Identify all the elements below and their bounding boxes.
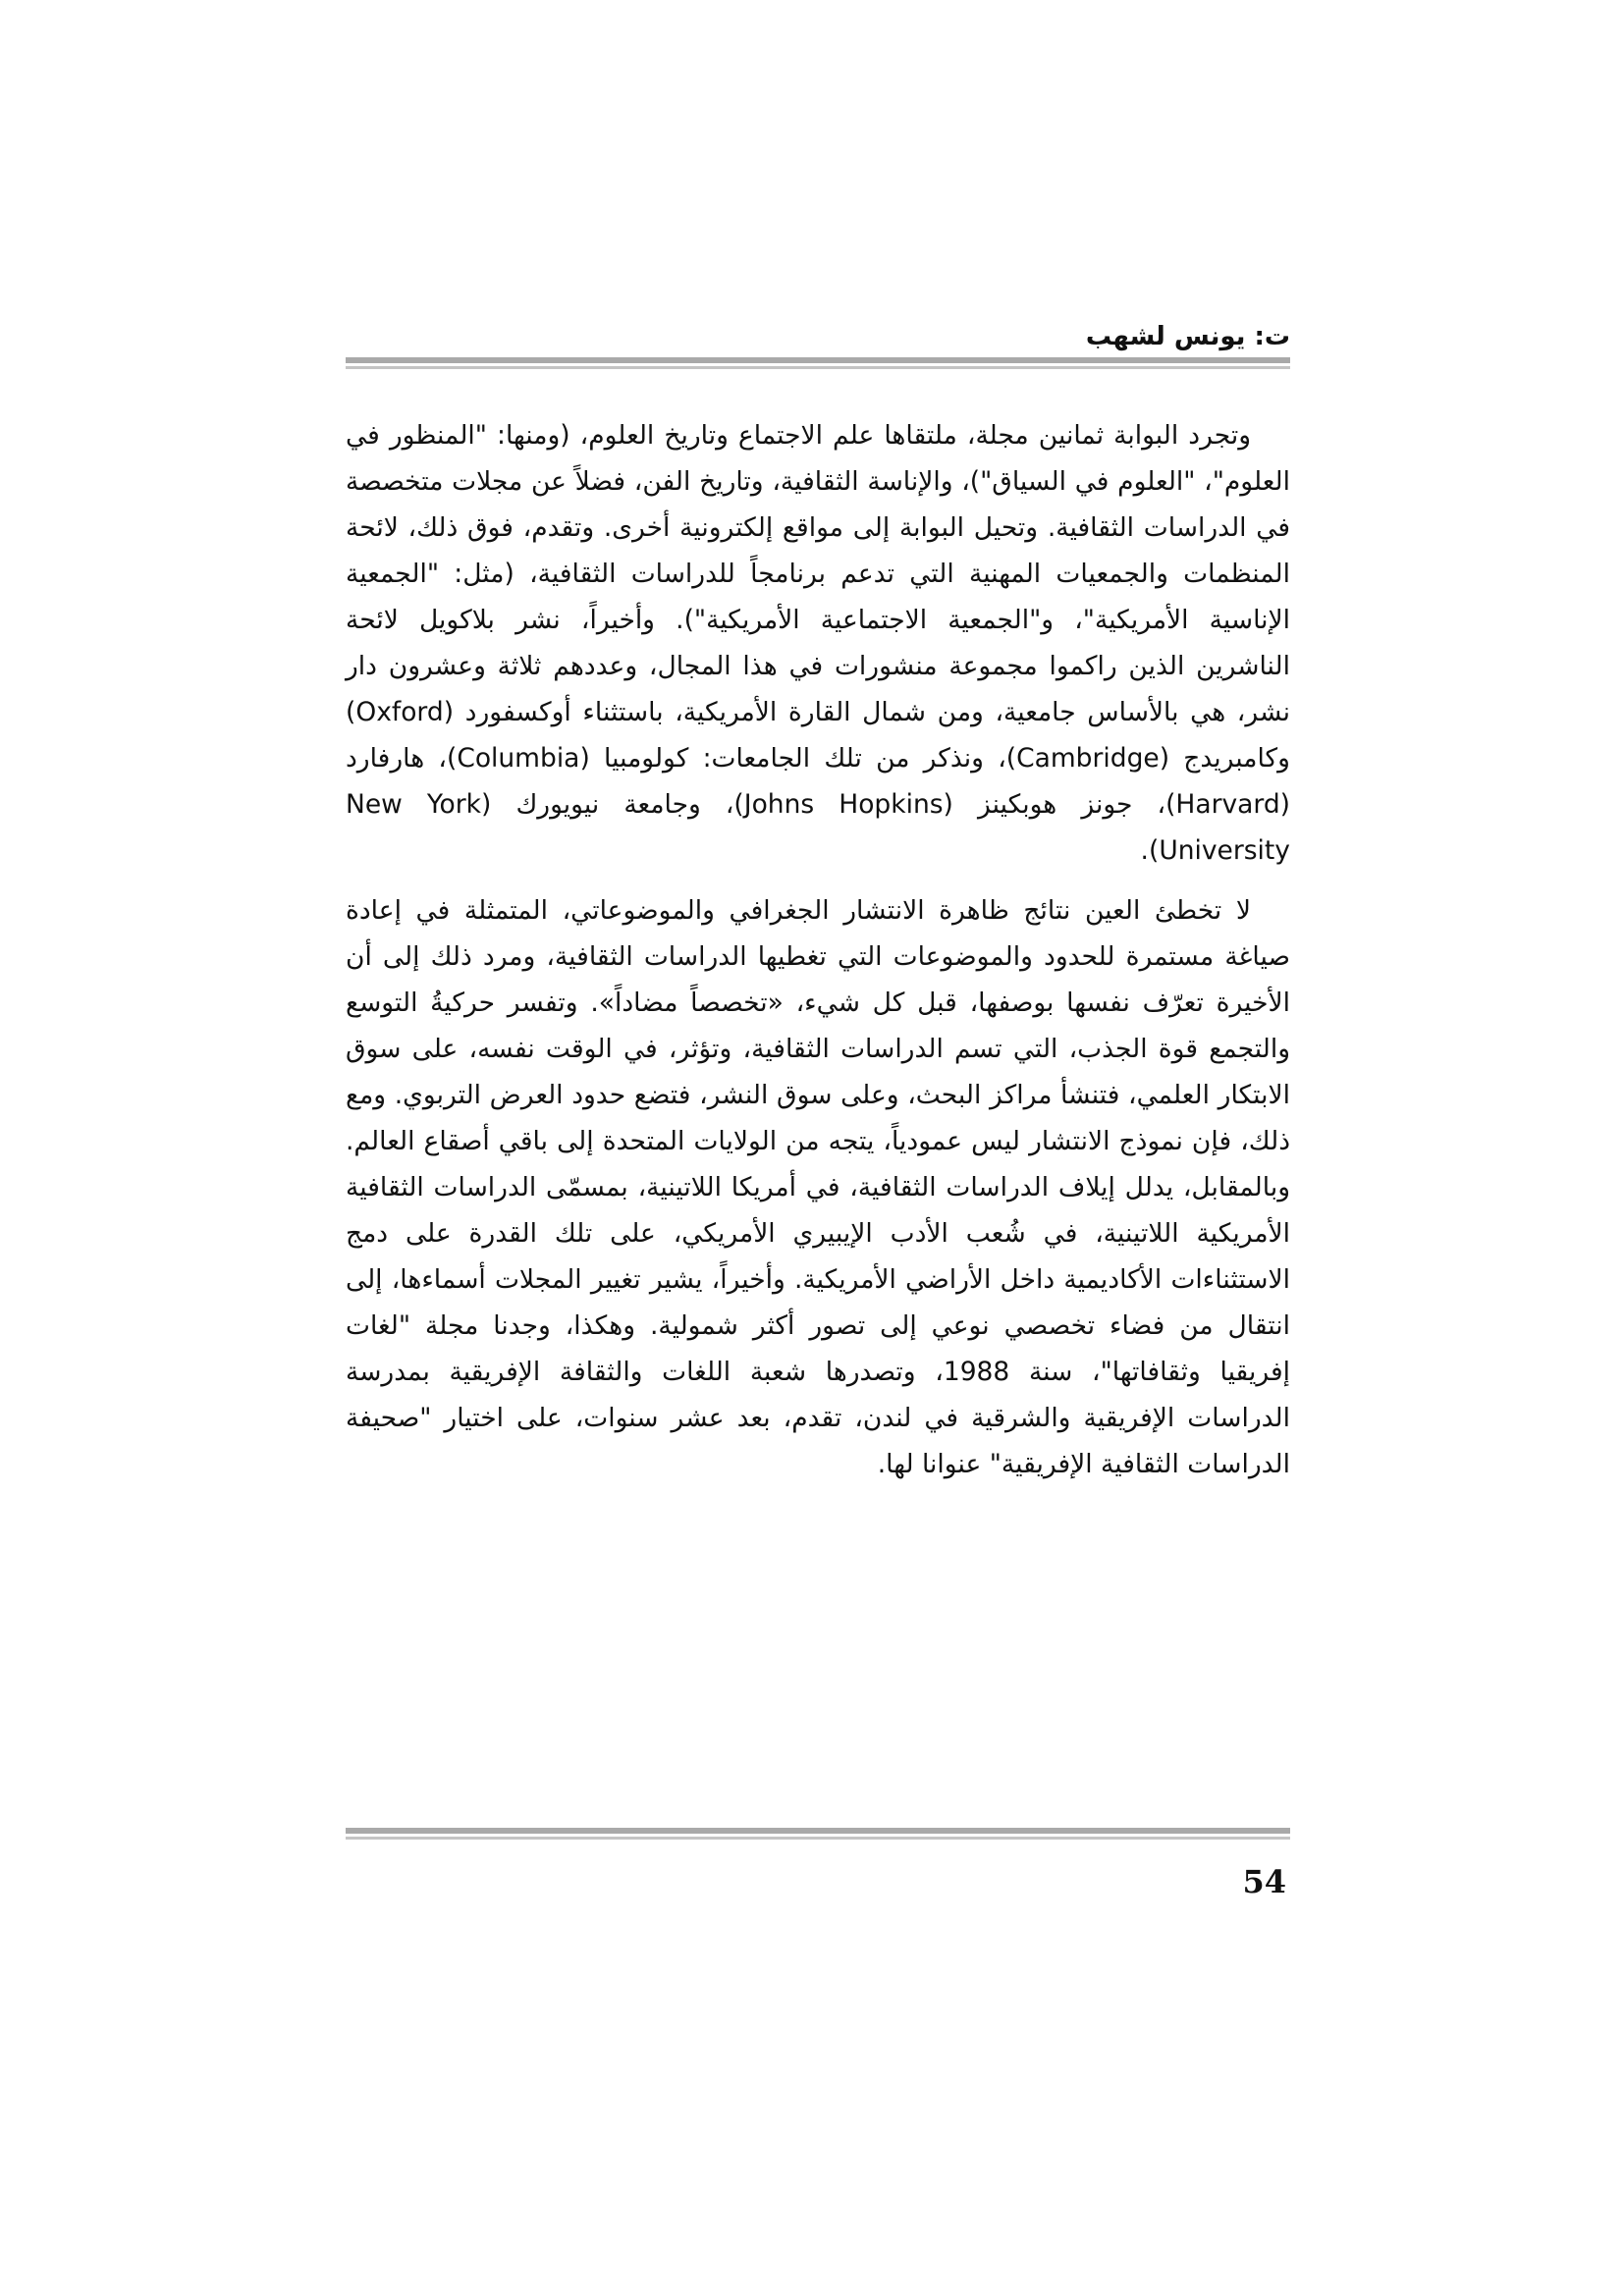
- paragraph-1: وتجرد البوابة ثمانين مجلة، ملتقاها علم الاجتماع وتاريخ العلوم، (ومنها: "المنظور في العلوم"، "العلوم في السياق")، والإناسة الثقافية، وتاريخ الفن، فضلاً عن مجلات متخصصة في الدراسات الثقافية. وتحيل البوابة إلى مواقع إلكترونية أخرى. وتقدم، فوق ذلك، لائحة المنظمات والجمعيات المهنية التي تدعم برنامجاً للدراسات الثقافية، (مثل: "الجمعية الإناسية الأمريكية"، و"الجمعية الاجتماعية الأمريكية"). وأخيراً، نشر بلاكويل لائحة الناشرين الذين راكموا مجموعة منشورات في هذا المجال، وعددهم ثلاثة وعشرون دار نشر، هي بالأساس جامعية، ومن شمال القارة الأمريكية، باستثناء أوكسفورد (Oxford) وكامبريدج (Cambridge)، ونذكر من تلك الجامعات: كولومبيا (Columbia)، هارفارد (Harvard)، جونز هوبكينز (Johns Hopkins)، وجامعة نيويورك (New York University).: [346, 420, 1290, 866]
- paragraph-2: لا تخطئ العين نتائج ظاهرة الانتشار الجغرافي والموضوعاتي، المتمثلة في إعادة صياغة مستمرة للحدود والموضوعات التي تغطيها الدراسات الثقافية، ومرد ذلك إلى أن الأخيرة تعرّف نفسها بوصفها، قبل كل شيء، «تخصصاً مضاداً». وتفسر حركيةُ التوسع والتجمع قوة الجذب، التي تسم الدراسات الثقافية، وتؤثر، في الوقت نفسه، على سوق الابتكار العلمي، فتنشأ مراكز البحث، وعلى سوق النشر، فتضع حدود العرض التربوي. ومع ذلك، فإن نموذج الانتشار ليس عمودياً، يتجه من الولايات المتحدة إلى باقي أصقاع العالم. وبالمقابل، يدلل إيلاف الدراسات الثقافية، في أمريكا اللاتينية، بمسمّى الدراسات الثقافية الأمريكية اللاتينية، في شُعب الأدب الإيبيري الأمريكي، على تلك القدرة على دمج الاستثناءات الأكاديمية داخل الأراضي الأمريكية. وأخيراً، يشير تغيير المجلات أسماءها، إلى انتقال من فضاء تخصصي نوعي إلى تصور أكثر شمولية. وهكذا، وجدنا مجلة "لغات إفريقيا وثقافاتها"، سنة 1988، وتصدرها شعبة اللغات والثقافة الإفريقية بمدرسة الدراسات الإفريقية والشرقية في لندن، تقدم، بعد عشر سنوات، على اختيار "صحيفة الدراسات الثقافية الإفريقية" عنوانا لها.: [346, 895, 1290, 1479]
- header-rule-thick: [346, 357, 1290, 363]
- footer-rule: [346, 1828, 1290, 1840]
- footer-rule-thick: [346, 1828, 1290, 1834]
- footer-rule-thin: [346, 1837, 1290, 1840]
- header-rule-thin: [346, 366, 1290, 369]
- page-number: 54: [1242, 1863, 1286, 1900]
- header-rule: [346, 357, 1290, 369]
- header-title: ت: يونس لشهب: [1085, 322, 1290, 351]
- body-text: [346, 412, 1290, 1487]
